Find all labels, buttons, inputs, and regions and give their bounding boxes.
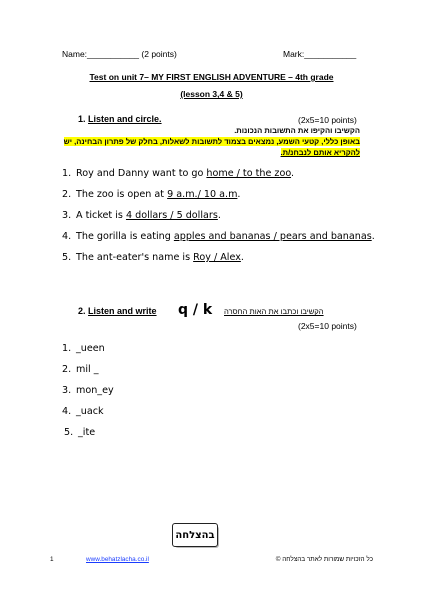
section1-heading-text: Listen and circle. — [88, 114, 162, 124]
section1-number: 1. — [78, 114, 86, 124]
question-number: 4. — [62, 231, 72, 242]
note-highlight-2: להקריא אותם לנבחנ/ת. — [280, 148, 360, 157]
question-end: . — [371, 231, 375, 242]
question-text: The ant-eater's name is — [76, 252, 194, 263]
question-5 — [62, 252, 244, 263]
behatzlacha-logo: בהצלחה — [172, 523, 218, 547]
test-subtitle: (lesson 3,4 & 5) — [180, 89, 243, 99]
section2-instruction-hebrew: הקשיבו וכתבו את האות החסרה — [224, 307, 324, 316]
question-end: . — [237, 189, 241, 200]
question-text: The gorilla is eating — [76, 231, 174, 242]
section2-points: (2x5=10 points) — [298, 321, 357, 331]
question-text: The zoo is open at — [76, 189, 168, 200]
word-5[interactable] — [64, 427, 95, 438]
section2-heading — [78, 306, 157, 316]
word-number: 2. — [62, 364, 72, 375]
question-end: . — [240, 252, 244, 263]
word-number: 1. — [62, 343, 72, 354]
question-number: 5. — [62, 252, 72, 263]
section2-letters: q / k — [178, 302, 213, 318]
question-number: 2. — [62, 189, 72, 200]
page-number: 1 — [50, 556, 54, 563]
name-field-label: Name:___________ (2 points) — [62, 49, 177, 59]
copyright-notice: כל הזכויות שמורות לאתר בהצלחה © — [275, 556, 373, 563]
question-text: Roy and Danny want to go — [76, 168, 207, 179]
word-text: _ite — [78, 427, 96, 438]
question-2 — [62, 189, 240, 200]
answer-choices[interactable]: 9 a.m./ 10 a.m — [167, 189, 238, 200]
answer-choices[interactable]: home / to the zoo — [206, 168, 292, 179]
mark-field-label: Mark:___________ — [283, 49, 357, 59]
word-3[interactable] — [62, 385, 114, 396]
question-end: . — [217, 210, 221, 221]
answer-choices[interactable]: 4 dollars / 5 dollars — [125, 210, 218, 221]
question-4 — [62, 231, 375, 242]
note-highlight-1: באופן כללי, קטעי השמע, נמצאים בצמוד לתשובות לשאלות, בחלק של פתרון הבחינה, יש — [63, 137, 360, 146]
section1-instruction-hebrew: הקשיבו והקיפו את התשובות הנכונות. — [234, 126, 360, 135]
answer-choices[interactable]: apples and bananas / pears and bananas — [173, 231, 372, 242]
word-4[interactable] — [62, 406, 104, 417]
question-text: A ticket is — [76, 210, 126, 221]
question-end: . — [291, 168, 295, 179]
word-text: _ueen — [76, 343, 105, 354]
word-number: 5. — [64, 427, 74, 438]
section1-note-line1 — [64, 137, 360, 146]
word-number: 4. — [62, 406, 72, 417]
section2-number: 2. — [78, 306, 86, 316]
question-1 — [62, 168, 294, 179]
test-title: Test on unit 7– MY FIRST ENGLISH ADVENTURE – 4th grade — [89, 72, 334, 82]
section1-note-line2 — [281, 148, 360, 157]
word-2[interactable] — [62, 364, 99, 375]
word-text: _uack — [76, 406, 104, 417]
word-1[interactable] — [62, 343, 105, 354]
question-3 — [62, 210, 221, 221]
section2-heading-text: Listen and write — [88, 306, 157, 316]
word-text: mon_ey — [76, 385, 114, 396]
word-text: mil _ — [76, 364, 99, 375]
section1-heading — [78, 114, 162, 124]
question-number: 1. — [62, 168, 72, 179]
section1-points: (2x5=10 points) — [298, 115, 357, 125]
website-link[interactable]: www.behatzlacha.co.il — [86, 556, 149, 563]
question-number: 3. — [62, 210, 72, 221]
answer-choices[interactable]: Roy / Alex — [193, 252, 241, 263]
word-number: 3. — [62, 385, 72, 396]
